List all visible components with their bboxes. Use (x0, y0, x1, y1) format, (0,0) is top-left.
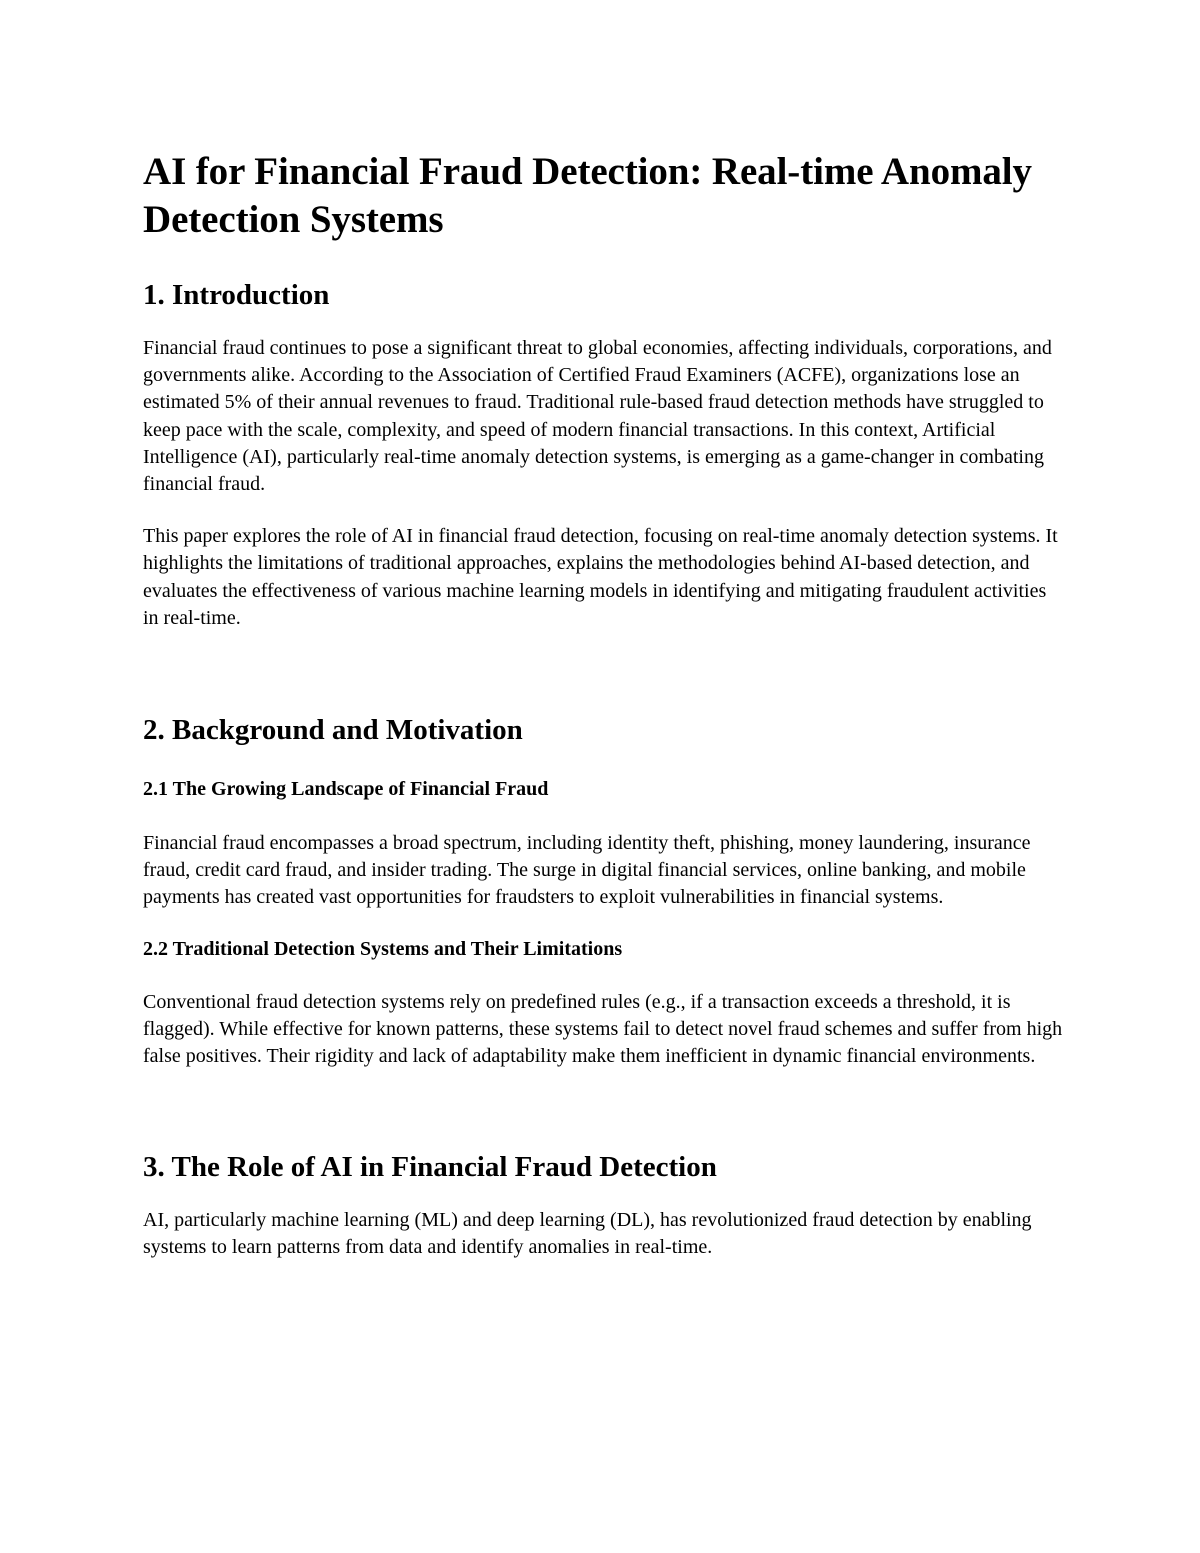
paragraph-fraud-landscape: Financial fraud encompasses a broad spectrum, including identity theft, phishing, money laundering, insurance fraud, credit card fraud, and insider trading. The surge in digital financial services, online banking, and mobile payments has created vast opportunities for fraudsters to exploit vulnerabilities in financial systems. (143, 832, 1031, 909)
subsection-heading-traditional-systems: 2.2 Traditional Detection Systems and Their Limitations (143, 937, 623, 960)
paragraph-role-of-ai: AI, particularly machine learning (ML) and deep learning (DL), has revolutionized fraud detection by enabling systems to learn patterns from data and identify anomalies in real-time. (143, 1209, 1032, 1259)
section-heading-introduction: 1. Introduction (143, 279, 330, 311)
document-title: AI for Financial Fraud Detection: Real-time Anomaly Detection Systems (143, 150, 1032, 241)
paragraph-introduction-1: Financial fraud continues to pose a significant threat to global economies, affecting individuals, corporations, and governments alike. According to the Association of Certified Fraud Examiners (ACFE), organizations lose an estimated 5% of their annual revenues to fraud. Traditional rule-based fraud detection methods have struggled to keep pace with the scale, complexity, and speed of modern financial transactions. In this context, Artificial Intelligence (AI), particularly real-time anomaly detection systems, is emerging as a game-changer in combating financial fraud. (143, 337, 1052, 496)
paragraph-traditional-systems: Conventional fraud detection systems rely on predefined rules (e.g., if a transaction exceeds a threshold, it is flagged). While effective for known patterns, these systems fail to detect novel fraud schemes and suffer from high false positives. Their rigidity and lack of adaptability make them inefficient in dynamic financial environments. (143, 990, 1063, 1068)
section-heading-role-of-ai: 3. The Role of AI in Financial Fraud Detection (143, 1151, 717, 1184)
subsection-heading-fraud-landscape: 2.1 The Growing Landscape of Financial Fraud (143, 778, 549, 801)
section-heading-background: 2. Background and Motivation (143, 714, 523, 747)
paragraph-introduction-2: This paper explores the role of AI in financial fraud detection, focusing on real-time anomaly detection systems. It highlights the limitations of traditional approaches, explains the methodologies behind AI-based detection, and evaluates the effectiveness of various machine learning models in identifying and mitigating fraudulent activities in real-time. (143, 525, 1058, 629)
document-body (143, 148, 1063, 1262)
